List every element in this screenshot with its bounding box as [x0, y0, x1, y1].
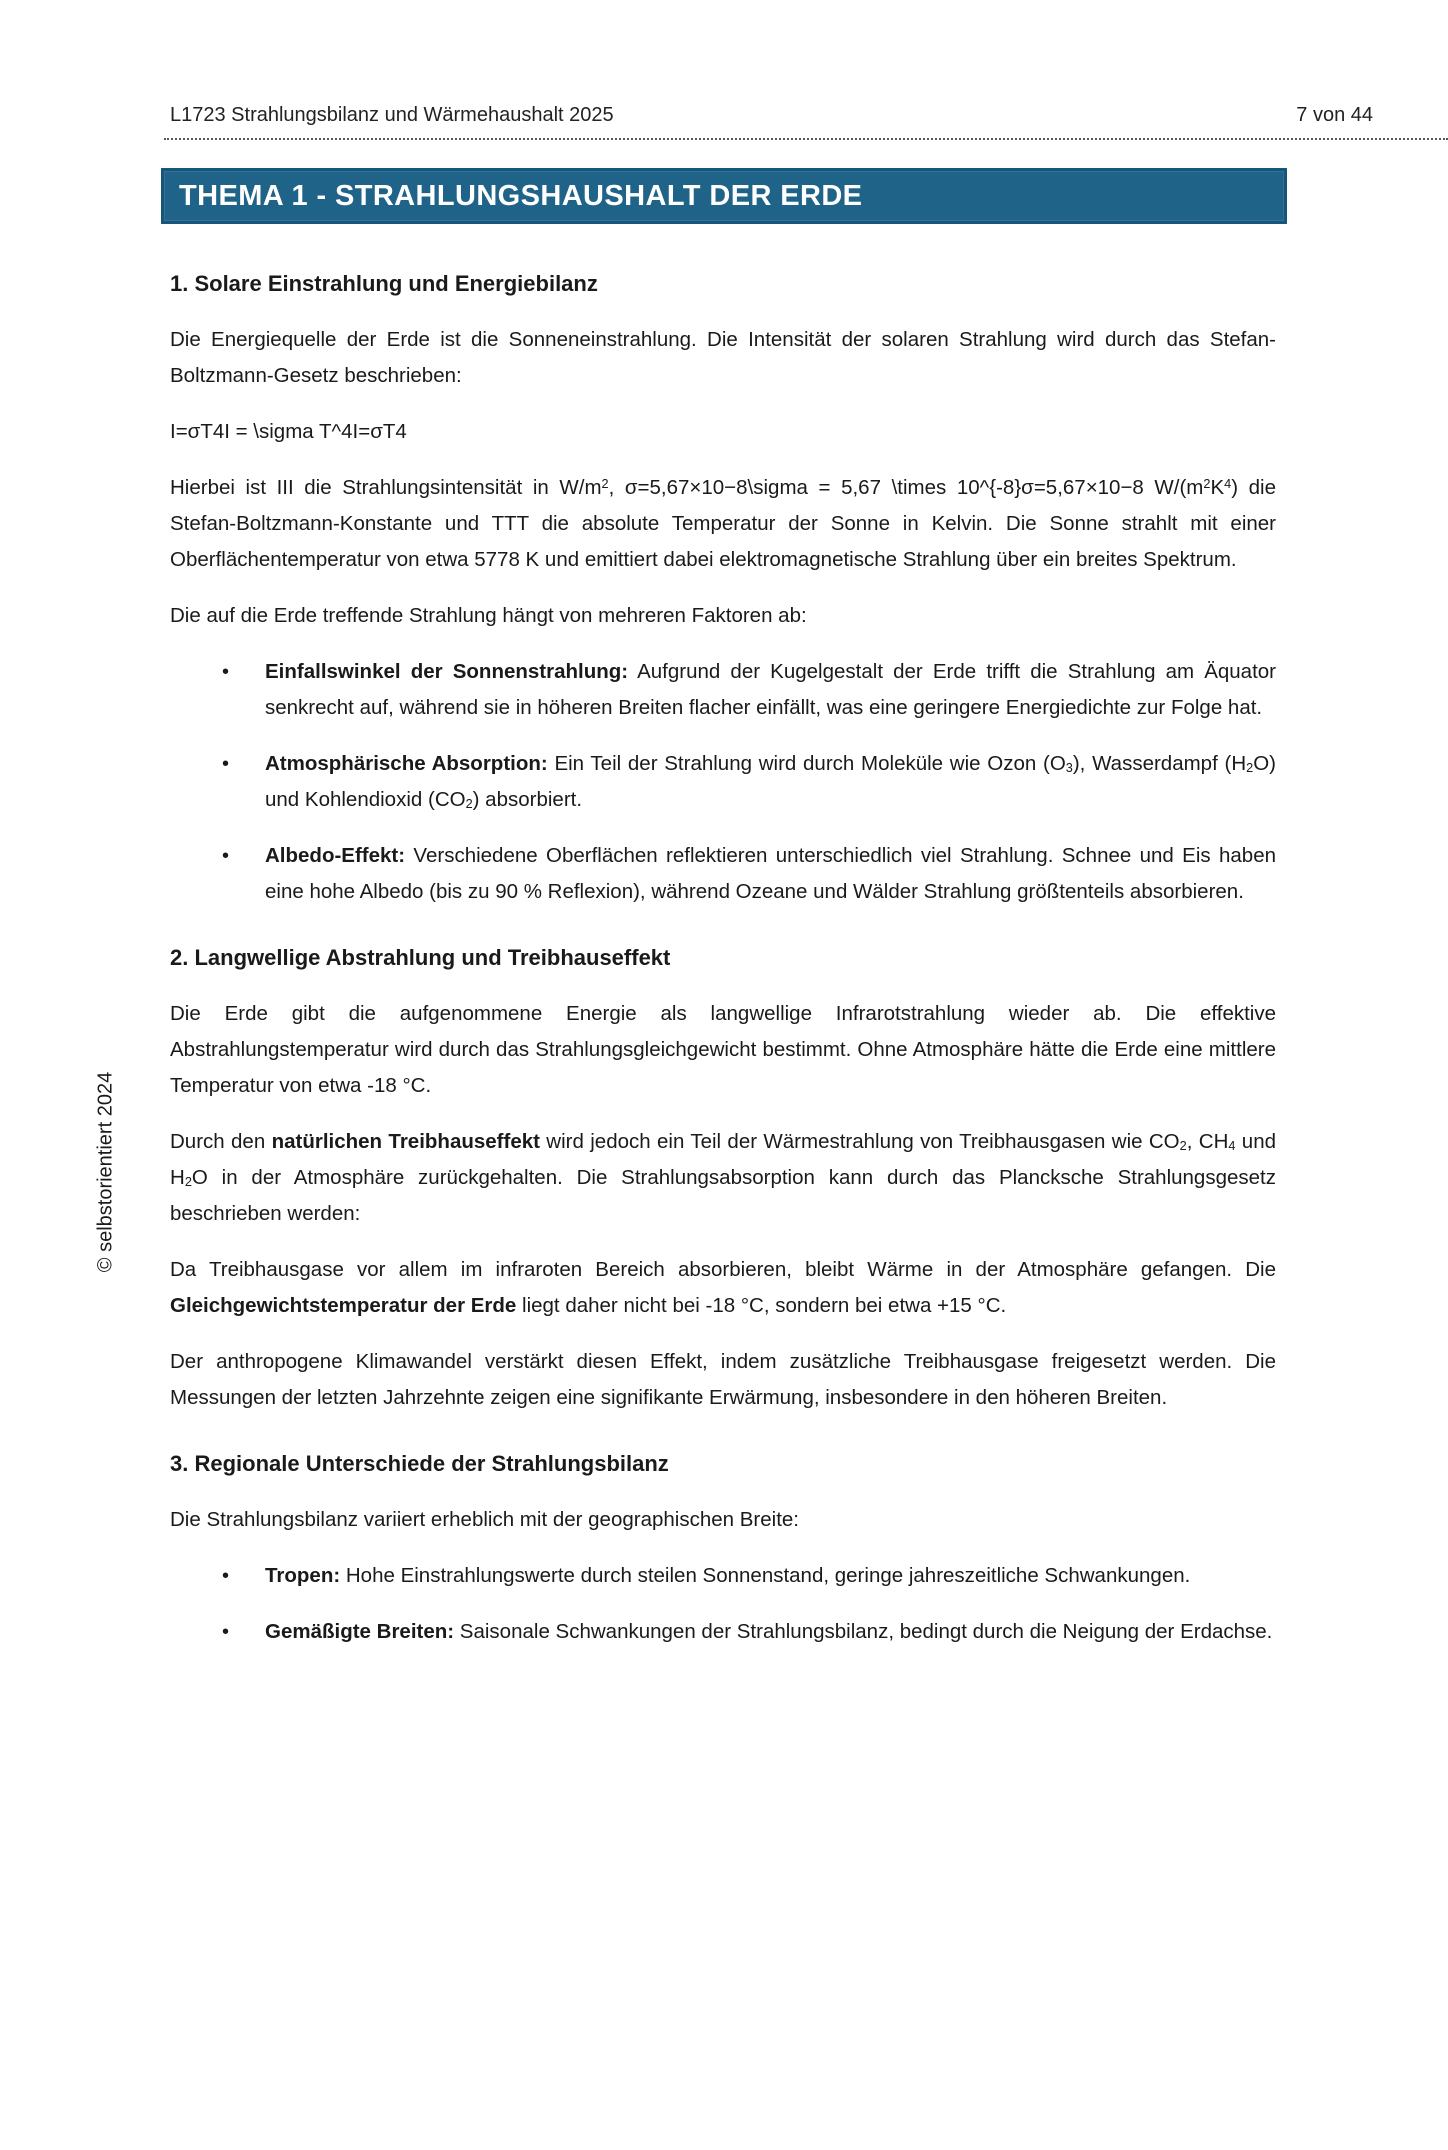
- text-run: I=σT4I = \sigma T^4I=σT4: [170, 420, 407, 443]
- text-run: Die auf die Erde treffende Strahlung hängt von mehreren Faktoren ab:: [170, 604, 807, 627]
- text-run: K: [1210, 476, 1225, 499]
- bullet-item: [170, 746, 1276, 818]
- text-run: Hierbei ist III die Strahlungsintensität in W/m: [170, 476, 602, 499]
- bullet-marker-icon: •: [222, 1565, 230, 1587]
- document-page: [0, 102, 1448, 2150]
- bullet-marker-icon: •: [222, 1621, 230, 1643]
- paragraph: [170, 470, 1276, 578]
- copyright-sidenote: © selbstorientiert 2024: [94, 1071, 117, 1273]
- text-run: 2: [184, 1174, 192, 1190]
- paragraph: [170, 1252, 1276, 1324]
- header-page-number: 7 von 44: [1296, 104, 1373, 126]
- bold-text-run: Gleichgewichtstemperatur der Erde: [170, 1294, 517, 1317]
- bold-text-run: Einfallswinkel der Sonnenstrahlung:: [265, 660, 629, 683]
- text-run: Hohe Einstrahlungswerte durch steilen Sonnenstand, geringe jahreszeitliche Schwankungen.: [340, 1564, 1191, 1587]
- paragraph: [170, 414, 1276, 450]
- bullet-item: [170, 1558, 1276, 1594]
- text-run: 2: [1203, 476, 1211, 492]
- text-run: ), Wasserdampf (H: [1072, 752, 1247, 775]
- text-run: 2: [1246, 760, 1254, 776]
- text-run: Durch den: [170, 1130, 272, 1153]
- bold-text-run: Atmosphärische Absorption:: [265, 752, 548, 775]
- section-heading: 3. Regionale Unterschiede der Strahlungsbilanz: [170, 1451, 669, 1476]
- paragraph: [170, 1124, 1276, 1232]
- text-run: Saisonale Schwankungen der Strahlungsbilanz, bedingt durch die Neigung der Erdachse.: [454, 1620, 1273, 1643]
- text-run: 2: [601, 476, 609, 492]
- thema-banner: [161, 168, 1287, 224]
- text-run: Die Strahlungsbilanz variiert erheblich mit der geographischen Breite:: [170, 1508, 799, 1531]
- text-run: 3: [1065, 760, 1073, 776]
- bullet-item: [170, 654, 1276, 726]
- text-run: wird jedoch ein Teil der Wärmestrahlung von Treibhausgasen wie CO: [539, 1130, 1180, 1153]
- document-content: [170, 224, 1276, 1650]
- section-heading: 2. Langwellige Abstrahlung und Treibhauseffekt: [170, 945, 671, 970]
- text-run: Der anthropogene Klimawandel verstärkt diesen Effekt, indem zusätzliche Treibhausgase freigesetzt werden. Die Messungen der letzten Jahrzehnte zeigen eine signifikante Erwärmung, insbesondere in den höheren Breiten.: [170, 1350, 1276, 1409]
- thema-banner-title: THEMA 1 - STRAHLUNGSHAUSHALT DER ERDE: [179, 179, 863, 212]
- text-run: 4: [1224, 476, 1232, 492]
- paragraph: [170, 996, 1276, 1104]
- text-run: 2: [465, 796, 473, 812]
- paragraph: [170, 1502, 1276, 1538]
- bold-text-run: natürlichen Treibhauseffekt: [271, 1130, 540, 1153]
- bullet-item: [170, 838, 1276, 910]
- text-run: 4: [1228, 1138, 1236, 1154]
- text-run: Die Energiequelle der Erde ist die Sonneneinstrahlung. Die Intensität der solaren Strahlung wird durch das Stefan-Boltzmann-Gesetz beschrieben:: [170, 328, 1276, 387]
- text-run: liegt daher nicht bei -18 °C, sondern bei etwa +15 °C.: [516, 1294, 1007, 1317]
- text-run: Die Erde gibt die aufgenommene Energie als langwellige Infrarotstrahlung wieder ab. Die effektive Abstrahlungstemperatur wird durch das Strahlungsgleichgewicht bestimmt. Ohne Atmosphäre hätte die Erde eine mittlere Temperatur von etwa -18 °C.: [170, 1002, 1276, 1097]
- text-run: O) und Kohlendioxid (CO: [265, 752, 1276, 811]
- text-run: 2: [1179, 1138, 1187, 1154]
- text-run: Ein Teil der Strahlung wird durch Moleküle wie Ozon (O: [547, 752, 1066, 775]
- bullet-marker-icon: •: [222, 753, 230, 775]
- text-run: und H: [170, 1130, 1277, 1189]
- text-run: ) die Stefan-Boltzmann-Konstante und TTT die absolute Temperatur der Sonne in Kelvin. Die Sonne strahlt mit einer Oberflächentemperatur von etwa 5778 K und emittiert dabei elektromagnetische Strahlung über ein breites Spektrum.: [170, 476, 1276, 571]
- text-run: Da Treibhausgase vor allem im infraroten Bereich absorbieren, bleibt Wärme in der Atmosphäre gefangen. Die: [170, 1258, 1276, 1281]
- paragraph: [170, 322, 1276, 394]
- bold-text-run: Tropen:: [265, 1564, 341, 1587]
- text-run: O in der Atmosphäre zurückgehalten. Die Strahlungsabsorption kann durch das Plancksche Strahlungsgesetz beschrieben werden:: [170, 1166, 1276, 1225]
- text-run: , σ=5,67×10−8\sigma = 5,67 \times 10^{-8}σ=5,67×10−8 W/(m: [608, 476, 1204, 499]
- bullet-marker-icon: •: [222, 661, 230, 683]
- paragraph: [170, 598, 1276, 634]
- page-header: [164, 102, 1448, 140]
- paragraph: [170, 1344, 1276, 1416]
- bullet-item: [170, 1614, 1276, 1650]
- text-run: ) absorbiert.: [472, 788, 583, 811]
- header-doc-title: L1723 Strahlungsbilanz und Wärmehaushalt 2025: [170, 104, 614, 126]
- text-run: Verschiedene Oberflächen reflektieren unterschiedlich viel Strahlung. Schnee und Eis haben eine hohe Albedo (bis zu 90 % Reflexion), während Ozeane und Wälder Strahlung größtenteils absorbieren.: [265, 844, 1276, 903]
- bold-text-run: Albedo-Effekt:: [265, 844, 406, 867]
- text-run: Aufgrund der Kugelgestalt der Erde trifft die Strahlung am Äquator senkrecht auf, während sie in höheren Breiten flacher einfällt, was eine geringere Energiedichte zur Folge hat.: [265, 660, 1276, 719]
- bullet-marker-icon: •: [222, 845, 230, 867]
- section-heading: 1. Solare Einstrahlung und Energiebilanz: [170, 271, 598, 296]
- text-run: , CH: [1186, 1130, 1229, 1153]
- bold-text-run: Gemäßigte Breiten:: [265, 1620, 455, 1643]
